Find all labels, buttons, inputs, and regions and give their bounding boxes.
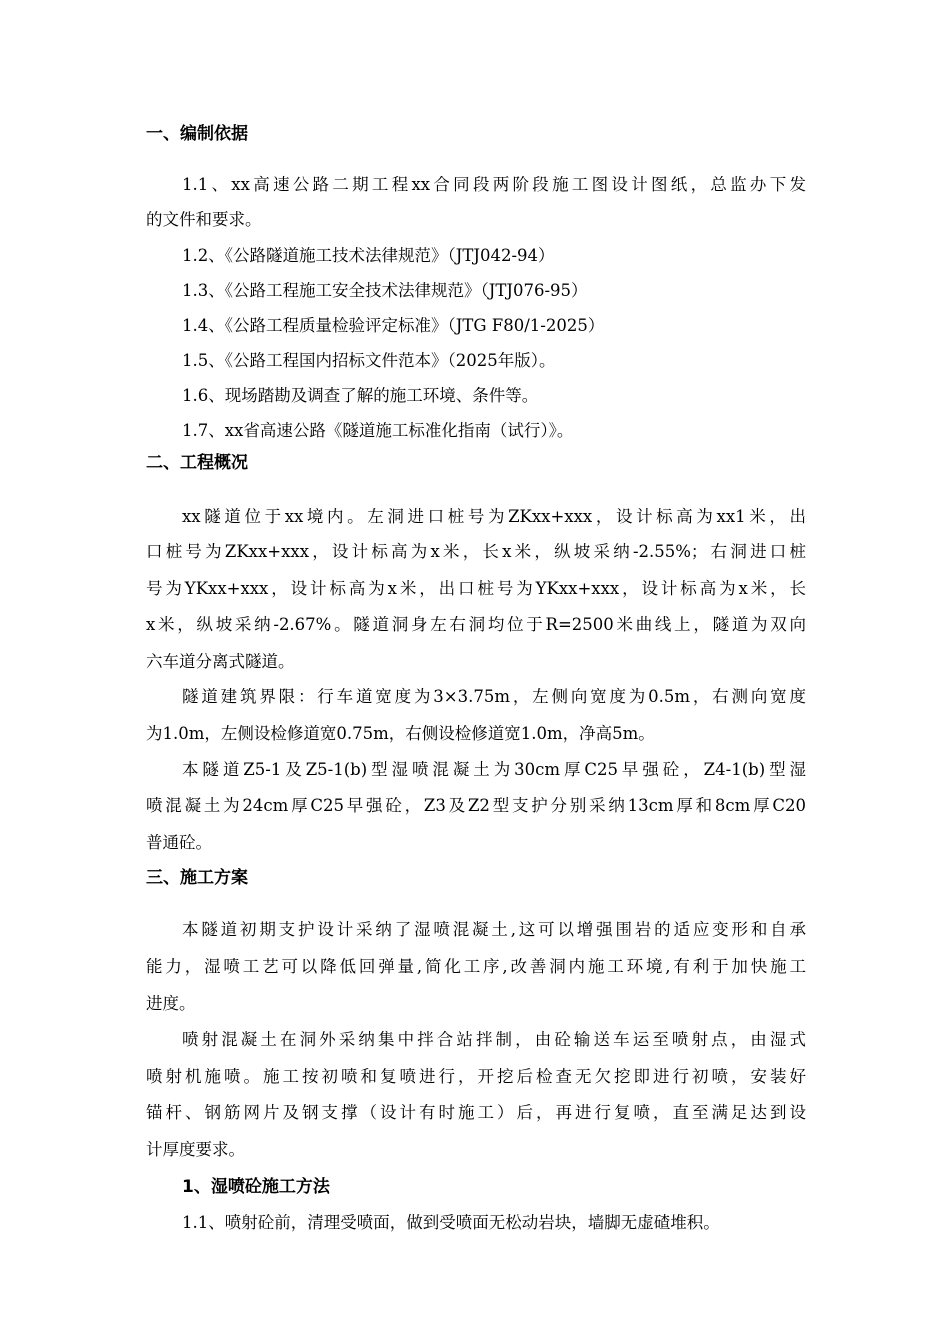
s2-line-10: 普通砼。	[146, 833, 212, 852]
s3-line-6: 锚杆、钢筋网片及钢支撑（设计有时施工）后，再进行复喷，直至满足达到设	[146, 1103, 806, 1122]
section-3-heading: 三、施工方案	[146, 868, 248, 888]
s2-line-5: 六车道分离式隧道。	[146, 652, 295, 671]
s2-line-2: 口桩号为ZKxx+xxx，设计标高为x米，长x米，纵坡采纳-2.55%；右洞进口桩	[146, 542, 806, 561]
s1-line-6: 1.5、《公路工程国内招标文件范本》（2025年版）。	[182, 351, 556, 370]
s2-line-4: x米，纵坡采纳-2.67%。隧道洞身左右洞均位于R=2500米曲线上，隧道为双向	[146, 615, 806, 634]
s1-line-5: 1.4、《公路工程质量检验评定标准》（JTG F80/1-2025）	[182, 316, 605, 335]
s3-line-4: 喷射混凝土在洞外采纳集中拌合站拌制，由砼输送车运至喷射点，由湿式	[182, 1030, 806, 1049]
s3-line-5: 喷射机施喷。施工按初喷和复喷进行，开挖后检查无欠挖即进行初喷，安装好	[146, 1067, 806, 1086]
s2-line-6: 隧道建筑界限：行车道宽度为3×3.75m，左侧向宽度为0.5m，右测向宽度	[182, 687, 806, 706]
s3-line-1: 本隧道初期支护设计采纳了湿喷混凝土,这可以增强围岩的适应变形和自承	[182, 920, 806, 939]
s1-line-2: 的文件和要求。	[146, 210, 262, 229]
s1-line-8: 1.7、xx省高速公路《隧道施工标准化指南（试行）》。	[182, 421, 574, 440]
s3-line-7: 计厚度要求。	[146, 1140, 245, 1159]
s1-line-7: 1.6、现场踏勘及调查了解的施工环境、条件等。	[182, 386, 539, 405]
s2-line-1: xx隧道位于xx境内。左洞进口桩号为ZKxx+xxx，设计标高为xx1米，出	[182, 507, 806, 526]
s3-line-3: 进度。	[146, 994, 196, 1013]
section-1-heading: 一、编制依据	[146, 124, 248, 144]
s3-line-2: 能力，湿喷工艺可以降低回弹量,简化工序,改善洞内施工环境,有利于加快施工	[146, 957, 806, 976]
s1-line-3: 1.2、《公路隧道施工技术法律规范》（JTJ042-94）	[182, 246, 555, 265]
subsection-1-heading: 1、湿喷砼施工方法	[182, 1177, 330, 1197]
section-2-heading: 二、工程概况	[146, 453, 248, 473]
s2-line-3: 号为YKxx+xxx，设计标高为x米，出口桩号为YKxx+xxx，设计标高为x米，长	[146, 579, 806, 598]
s1-line-4: 1.3、《公路工程施工安全技术法律规范》（JTJ076-95）	[182, 281, 588, 300]
s2-line-8: 本隧道Z5-1及Z5-1(b)型湿喷混凝土为30cm厚C25早强砼，Z4-1(b)型湿	[182, 760, 806, 779]
s2-line-9: 喷混凝土为24cm厚C25早强砼，Z3及Z2型支护分别采纳13cm厚和8cm厚C20	[146, 796, 806, 815]
s1-line-1: 1.1、xx高速公路二期工程xx合同段两阶段施工图设计图纸，总监办下发	[182, 175, 806, 194]
s3-sub-line-1: 1.1、喷射砼前，清理受喷面，做到受喷面无松动岩块，墙脚无虚碴堆积。	[182, 1213, 720, 1232]
s2-line-7: 为1.0m，左侧设检修道宽0.75m，右侧设检修道宽1.0m，净高5m。	[146, 724, 655, 743]
